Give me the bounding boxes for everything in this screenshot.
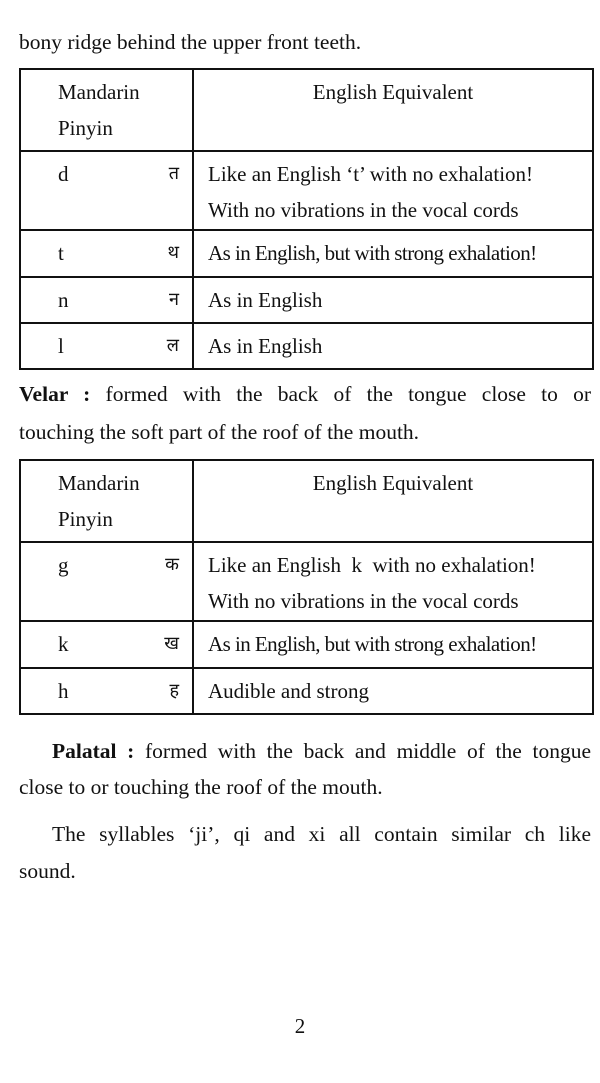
english-line: Like an English k with no exhalation!	[208, 553, 536, 577]
pinyin-cell	[20, 668, 193, 714]
english-line: As in English	[208, 288, 323, 312]
pinyin-cell	[20, 230, 193, 277]
velar-paragraph-line1	[19, 380, 591, 408]
english-line: As in English, but with strong exhalation!	[208, 632, 537, 656]
header-mandarin-label: Mandarin	[58, 471, 140, 495]
palatal-paragraph-line1	[52, 737, 591, 765]
devanagari-letter: ख	[164, 633, 179, 654]
english-cell	[193, 277, 593, 323]
english-cell	[193, 621, 593, 668]
header-english-equivalent: English Equivalent	[193, 460, 593, 542]
english-line: As in English, but with strong exhalation!	[208, 241, 537, 265]
palatal-text: formed with the back and middle of the tongue	[134, 739, 591, 763]
devanagari-letter: क	[165, 554, 179, 575]
velar-paragraph-line2: touching the soft part of the roof of the mouth.	[19, 420, 420, 444]
alveolar-table	[19, 68, 594, 370]
table-row	[20, 277, 593, 323]
english-cell	[193, 323, 593, 369]
devanagari-letter: त	[168, 163, 179, 184]
english-line: As in English	[208, 334, 323, 358]
pinyin-cell	[20, 323, 193, 369]
table-header-row	[20, 69, 593, 151]
table-row	[20, 230, 593, 277]
table-row	[20, 151, 593, 230]
header-mandarin-pinyin	[20, 69, 193, 151]
palatal-paragraph-line2: close to or touching the roof of the mouth.	[19, 775, 383, 799]
pinyin-letter: t	[58, 241, 64, 265]
pinyin-cell	[20, 621, 193, 668]
intro-text: bony ridge behind the upper front teeth.	[19, 30, 362, 54]
english-line: With no vibrations in the vocal cords	[208, 589, 519, 613]
english-cell	[193, 668, 593, 714]
pinyin-letter: l	[58, 334, 64, 358]
english-cell	[193, 151, 593, 230]
devanagari-letter: थ	[167, 242, 179, 263]
devanagari-letter: न	[169, 289, 179, 310]
pinyin-cell	[20, 542, 193, 621]
pinyin-letter: n	[58, 288, 69, 312]
pinyin-letter: g	[58, 553, 69, 577]
header-mandarin-pinyin	[20, 460, 193, 542]
velar-table	[19, 459, 594, 715]
english-line: Like an English ‘t’ with no exhalation!	[208, 162, 534, 186]
english-line: With no vibrations in the vocal cords	[208, 198, 519, 222]
syllables-paragraph-line1: The syllables ‘ji’, qi and xi all contain similar ch like	[52, 822, 591, 846]
english-cell	[193, 542, 593, 621]
english-line: Audible and strong	[208, 679, 369, 703]
table-row	[20, 323, 593, 369]
palatal-term: Palatal :	[52, 739, 135, 763]
header-pinyin-label: Pinyin	[58, 116, 113, 140]
pinyin-letter: h	[58, 679, 69, 703]
syllables-paragraph-line2: sound.	[19, 859, 76, 883]
table-row	[20, 542, 593, 621]
pinyin-letter: d	[58, 162, 69, 186]
velar-text: formed with the back of the tongue close to or	[90, 382, 591, 406]
pinyin-letter: k	[58, 632, 69, 656]
table-header-row	[20, 460, 593, 542]
velar-term: Velar :	[19, 382, 91, 406]
header-mandarin-label: Mandarin	[58, 80, 140, 104]
pinyin-cell	[20, 151, 193, 230]
english-cell	[193, 230, 593, 277]
pinyin-cell	[20, 277, 193, 323]
table-row	[20, 621, 593, 668]
page-number: 2	[294, 1014, 306, 1038]
devanagari-letter: ह	[169, 680, 179, 701]
header-pinyin-label: Pinyin	[58, 507, 113, 531]
table-row	[20, 668, 593, 714]
header-english-equivalent: English Equivalent	[193, 69, 593, 151]
devanagari-letter: ल	[166, 335, 179, 356]
